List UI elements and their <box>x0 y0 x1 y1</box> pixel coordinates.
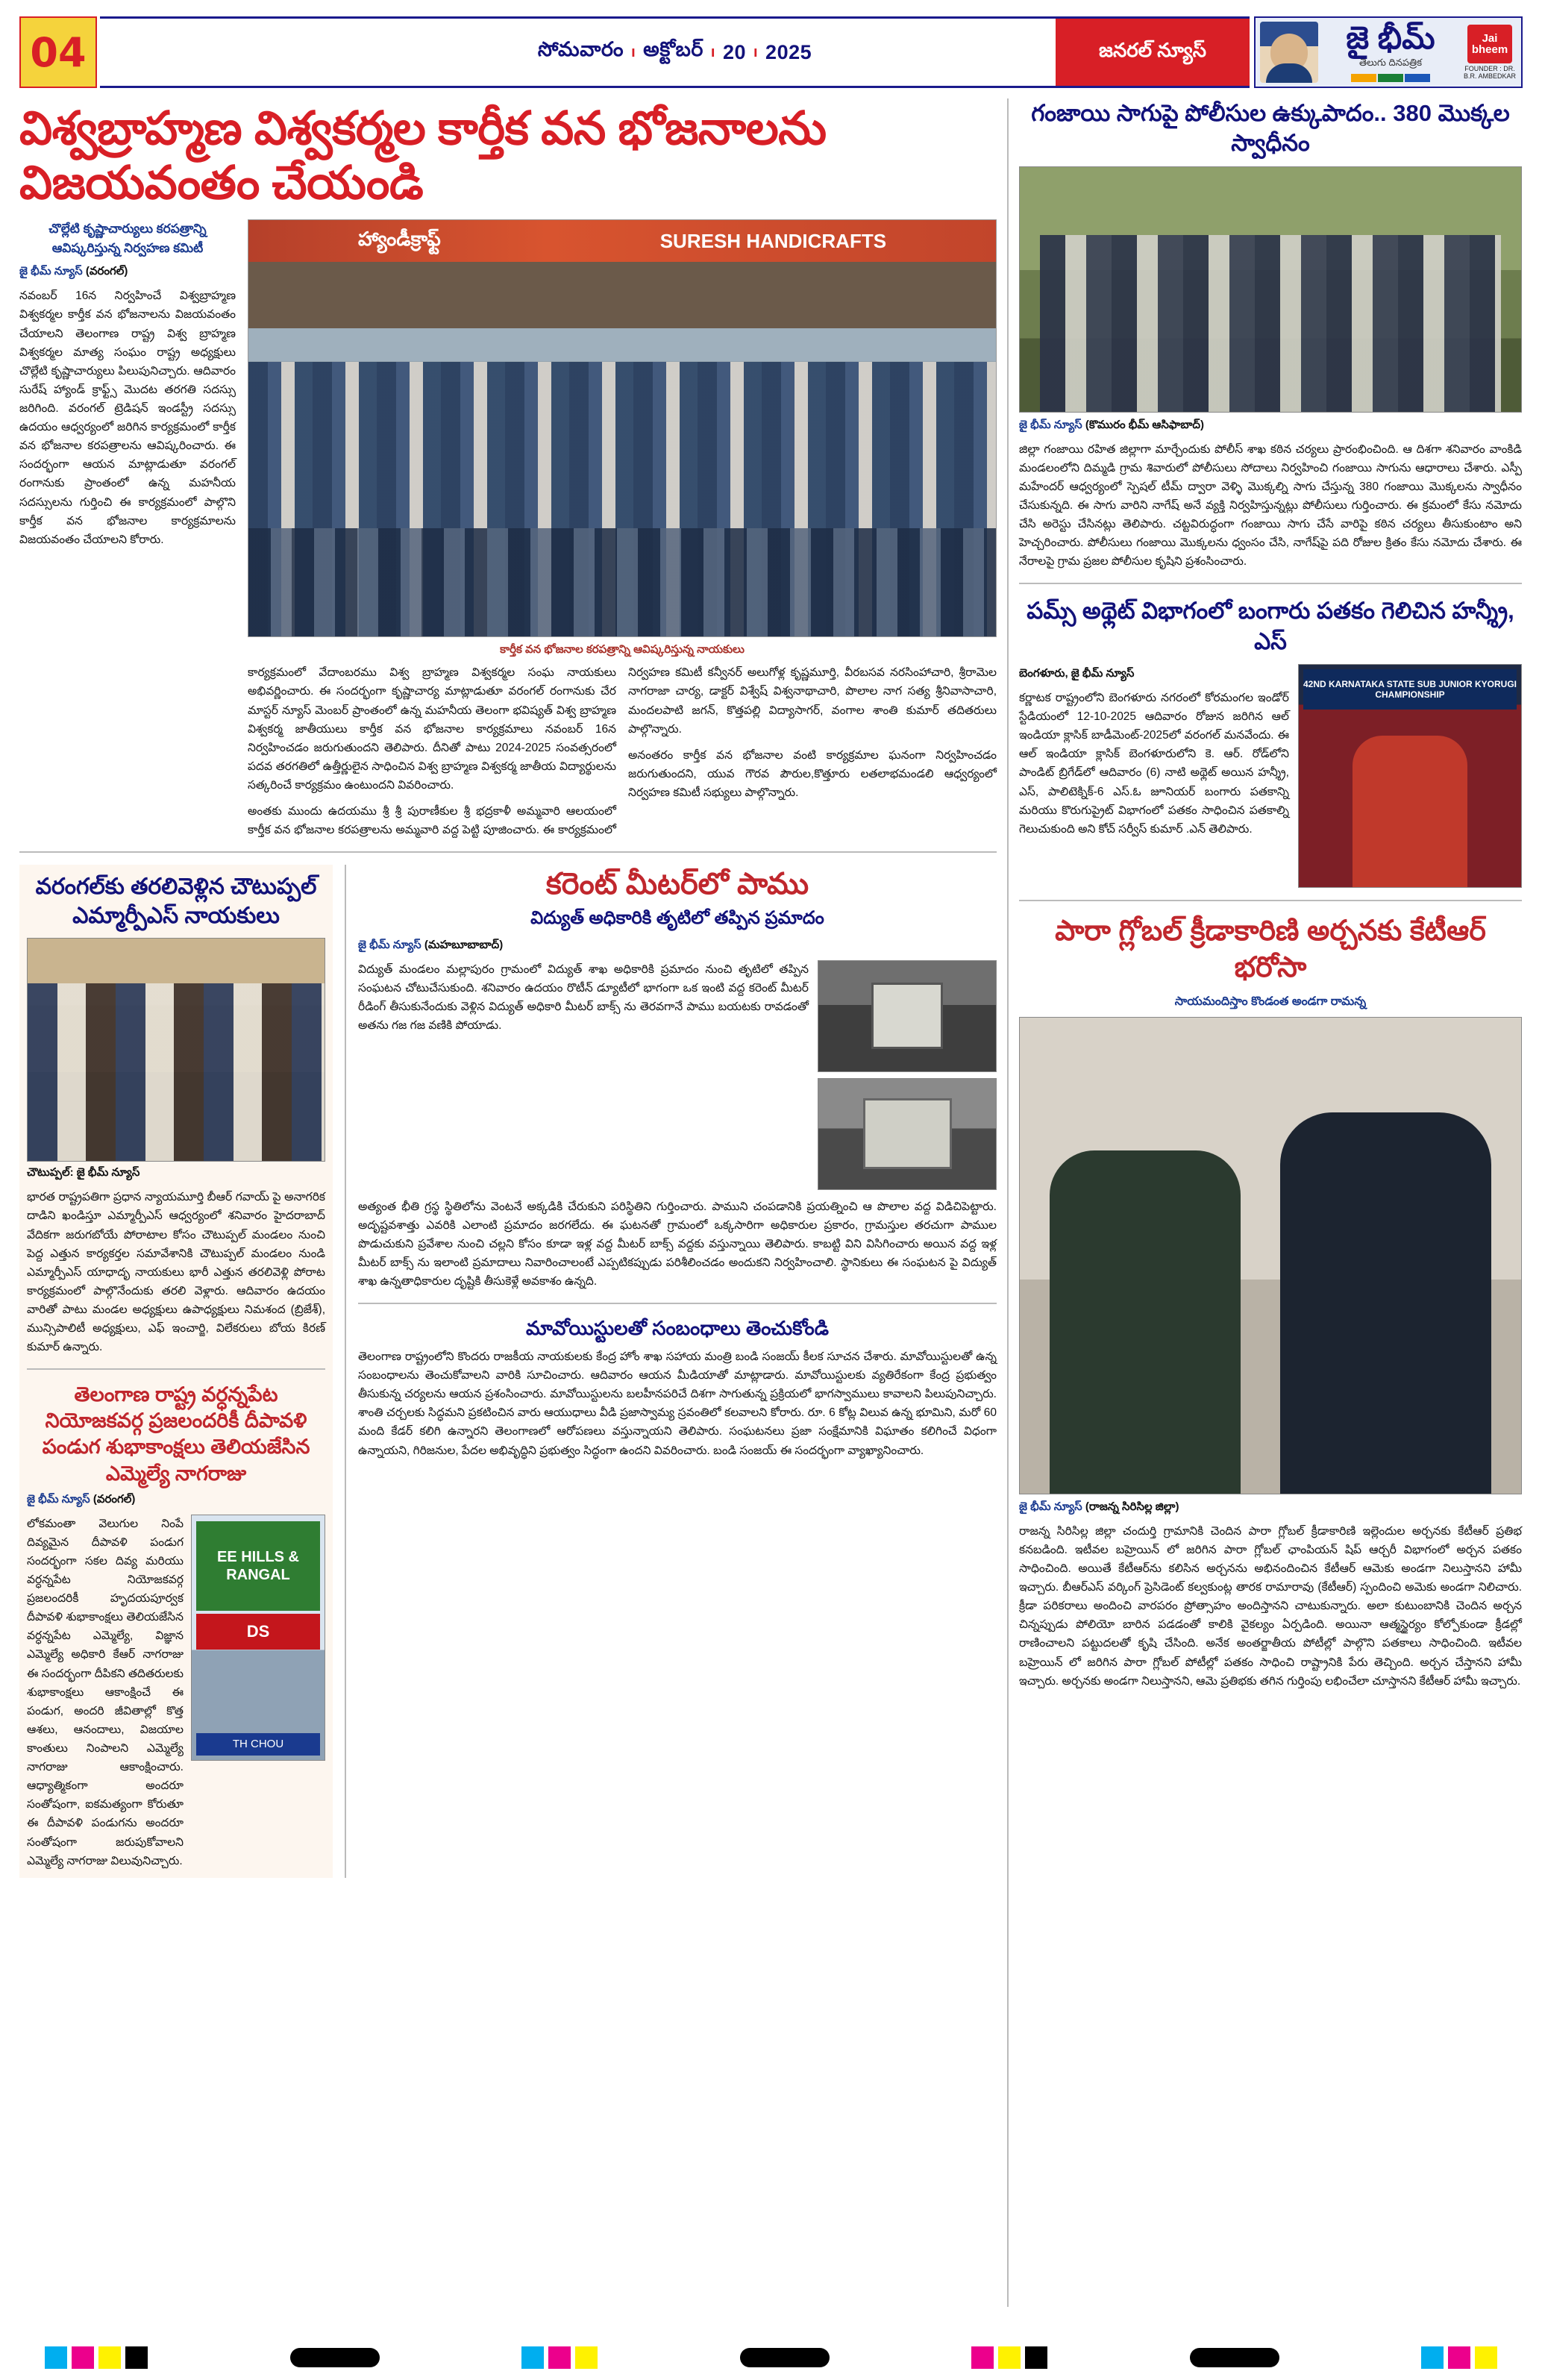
reg-marks-right <box>971 2346 1047 2369</box>
logo-text-group <box>1323 22 1458 82</box>
relations-headline: మావోయిస్టులతో సంబంధాలు తెంచుకోండి <box>526 1317 829 1340</box>
right-story-ganja <box>1019 98 1522 571</box>
para-byline-outlet: జై భీమ్ న్యూస్ <box>1019 1500 1082 1513</box>
assembly-banner-foot: TH CHOU <box>196 1733 320 1756</box>
para-subheadline: సాయమందిస్తాం కొండంత అండగా రామన్న <box>1174 995 1367 1008</box>
lead-photo <box>248 219 997 637</box>
reg-yellow-4 <box>1475 2346 1497 2369</box>
lead-paragraph-1: నవంబర్ 16న నిర్వహించే విశ్వబ్రాహ్మణ విశ్వకర్మల కార్తీక వన భోజనాలను విజయవంతం చేయాలని తెలంగాణ రాష్ట్ర విశ్వ బ్రాహ్మణ విశ్వకర్మల మాత్య సంఘం రాష్ట్ర అధ్యక్షులు చొల్లేటి కృష్ణాచార్యులు పిలుపునిచ్చారు. ఆదివారం సురేష్ హ్యాండ్ క్రాఫ్ట్స్ మొదట తరగతి సదస్సు జరిగింది. వరంగల్ ట్రెడిషన్ ఇండస్ట్రీ సదస్సు ఉదయం ఆధ్వర్యంలో జరిగిన కార్యక్రమంలో కార్తీక వన భోజనాల కరపత్రాలను ఆవిష్కరించారు. ఈ సందర్భంగా ఆయన మాట్లాడుతూ వరంగల్ రంగానుకు ప్రాంతంలో ఉన్న మహనీయ సదస్సులను గుర్తించి ఈ కార్యక్రమంలో పాల్గొని కార్తీక వన భోజనాల కార్యక్రమాలను విజయవంతం చేయాలని కోరారు. <box>19 289 236 546</box>
page-content <box>19 98 1523 2307</box>
caption-left: కార్తీక వన భోజనాల కరపత్రాన్ని ఆవిష్కరిస్తున్న నాయకులు <box>500 643 745 657</box>
logo-title: జై భీమ్ <box>1346 20 1435 55</box>
ganja-byline-outlet: జై భీమ్ న్యూస్ <box>1019 418 1082 431</box>
divider-1 <box>19 851 997 853</box>
lead-lower-columns <box>248 663 997 839</box>
para-byline <box>1019 1500 1522 1516</box>
date-line <box>538 38 812 66</box>
varangal-headline: వరంగల్‌కు తరలివెళ్లిన చౌటుప్పల్ ఎమ్మార్పీఎస్ నాయకులు <box>35 874 317 929</box>
divider-varangal <box>27 1368 325 1370</box>
meter-headline: కరెంట్ మీటర్‌లో పాము <box>545 868 809 901</box>
athlete-event-banner: 42ND KARNATAKA STATE SUB JUNIOR KYORUGI CHAMPIONSHIP <box>1303 669 1517 710</box>
divider-meter <box>358 1303 997 1304</box>
meter-byline <box>358 939 997 954</box>
varangal-photo <box>27 938 325 1162</box>
lead-kicker: చొల్లేటి కృష్ణాచార్యులు కరపత్రాన్ని ఆవిష్కరిస్తున్న నిర్వహణ కమిటీ <box>48 222 207 255</box>
story-meter <box>345 865 997 1877</box>
masthead <box>19 16 1523 88</box>
lead-photo-caption <box>248 642 997 657</box>
athlete-body: కర్ణాటక రాష్ట్రంలోని బెంగళూరు నగరంలో కోరమంగల ఇండోర్ స్టేడియంలో 12-10-2025 ఆదివారం రోజున జరిగిన ఆల్ ఇండియా క్లాసిక్ బాడీమెంట్-2025లో వరంగల్ మనవేందు. ఈ ఆల్ ఇండియా క్లాసిక్ బెంగళూరులోని కె. ఆర్. రోడ్‌లోని పాండిట్ బ్రిగేడ్‌లో ఆదివారం (6) నాటి అథ్లెట్ అయిన హన్శ్రీ, ఎస్, పాలిటెక్నిక్-6 ఎస్.ఓ జూనియర్ బంగారు పతకాన్ని మరియు కొరుగుప్రైట్ విభాగంలో పతకం సాధించిన పతకాల్ని గెలుచుకుంది అని కోచ్ సర్వీస్ కుమార్ .ఎన్ తెలిపారు. <box>1019 691 1289 836</box>
divider-right-2 <box>1019 900 1522 901</box>
reg-cyan-4 <box>1421 2346 1444 2369</box>
photo-crowd-front-layer <box>248 528 996 636</box>
assembly-banner-sub: DS <box>196 1614 320 1650</box>
story-varangal <box>19 865 333 1877</box>
athlete-byline: బెంగళూరు, జై భీమ్ న్యూస్ <box>1019 666 1135 680</box>
meter-byline-outlet: జై భీమ్ న్యూస్ <box>358 938 421 951</box>
relations-body: తెలంగాణ రాష్ట్రంలోని కొందరు రాజకీయ నాయకులకు కేంద్ర హోం శాఖ సహాయ మంత్రి బండి సంజయ్ కీలక సూచన చేశారు. మావోయిస్టులతో ఉన్న సంబంధాలను తెంచుకోవాలని వారికి సూచించారు. ఆదివారం ఆయన మీడియాతో మాట్లాడారు. మావోయిస్టులకు వ్యతిరేకంగా కేంద్ర ప్రభుత్వం తీసుకున్న చర్యలను ఆయన ప్రశంసించారు. మావోయిస్టులను బలహీనపరిచే దిశగా సాగుతున్న ప్రక్రియలో భాగస్వాములు కావాలని పిలుపునిచ్చారు. శాంతి చర్చలకు సిద్ధమని ప్రకటించిన వారు ఆయుధాలు వీడి ప్రజాస్వామ్య స్రవంతిలో కలవాలని కోరారు. రూ. 6 కోట్ల విలువ ఉన్న భూమిని, మరో 60 మంది కేడర్ కలిగి ఉన్నారని తెలంగాణలో ఆరోపణలు వస్తున్నాయని తెలిపారు. సంఘటనలు ప్రజా సంక్షేమానికి విఘాతం కలిగించే విధంగా ఉన్నాయని, గిరిజనుల, పేదల అభివృద్ధిని ప్రభుత్వం సిద్ధంగా ఉందని వివరించారు. బండి సంజయ్ ఈ సందర్భంగా వ్యాఖ్యానించారు. <box>358 1350 997 1457</box>
jai-bheem-badge: Jai bheem <box>1467 25 1512 63</box>
meter-body-a: విద్యుత్ మండలం మల్లాపురం గ్రామంలో విద్యుత్ శాఖ అధికారికి ప్రమాదం నుంచి తృటిలో తప్పిన సంఘటన చోటుచేసుకుంది. శనివారం ఉదయం రొటీన్ డ్యూటీలో భాగంగా ఒక ఇంటి వద్ద కరెంట్ మీటర్ రీడింగ్ తీసుకునేందుకు వెళ్లిన విద్యుత్ అధికారి మీటర్ బాక్స్ ను తెరవగానే పాము బయటకు రావడంతో అతను గజ గజ వణికి పోయాడు. <box>358 962 809 1033</box>
lead-paragraph-3: అంతకు ముందు ఉదయము శ్రీ శ్రీ పురాణీకుల శ్రీ భద్రకాళీ అమ్మవారి ఆలయంలో కార్తీక వన భోజనాల కరపత్రాలను అమ్మవారి వద్ద పెట్టి పూజించారు. ఈ కార్యక్రమంలో నిర్వహణ కమిటీ కన్వీనర్ అలుగోళ్ల కృష్ణమూర్తి, వీరబసవ నరసింహాచారి, శ్రీరామెల నాగరాజా చార్య, డాక్టర్ విశ్వేష్ విశ్వనాథాచారి, పొలాల నాగ సత్య శ్రీనివాసాచారి, మందలపాటి జగన్, కొత్తపల్లి విద్యాసాగర్, వంగాల శాంతి కుమార్ తదితరులు పాల్గొన్నారు. <box>248 666 997 837</box>
banner-right-text: SURESH HANDICRAFTS <box>659 229 887 252</box>
reg-marks-far-right <box>1421 2346 1497 2369</box>
left-column <box>19 98 997 2307</box>
lead-story-grid <box>19 219 997 839</box>
meter-body-b: అత్యంత భీతి గ్రస్థ స్థితిలోను వెంటనే అక్కడికి చేరుకుని పరిస్థితిని గుర్తించారు. పాముని చంపడానికి ప్రయత్నించి ఆ పొలాల వద్ద విడిచిపెట్టారు. అదృష్టవశాత్తు ఎవరికి ఎలాంటి ప్రమాదం జరగలేదు. ఈ ఘటనతో గ్రామంలో ఒక్కసారిగా అధికారుల ప్రకారం, గ్రామస్తుల తరచుగా పాముల పొడుచుకుని ప్రవేశాల నుంచి చల్లని కోసం కూడా ఇళ్ల వద్ద మీటర్ బాక్స్ వద్దకు వస్తున్నాయి తెలిపారు. కాబట్టి విని విసిగించారు అయిన వద్ద ఇళ్ల మీటర్ బాక్స్ ను ఇలాంటి ప్రమాదాలు నివారించాలంటే ఎప్పటికప్పుడు పరిశీలించడం అందుకని నిర్వహించాలి. స్థానికులు ఈ సంఘటన పై విద్యుత్ శాఖ ఉన్నతాధికారుల దృష్టికి తీసుకెళ్లే అవకాశం ఉన్నది. <box>358 1200 997 1288</box>
date-weekday: సోమవారం <box>537 38 624 60</box>
print-registration-bar <box>0 2335 1542 2380</box>
reg-bar-3 <box>1190 2348 1279 2367</box>
divider-right-1 <box>1019 583 1522 584</box>
assembly-byline <box>27 1493 325 1509</box>
athlete-photo <box>1298 664 1522 888</box>
founder-portrait-icon <box>1260 22 1318 83</box>
varangal-body: భారత రాష్ట్రపతిగా ప్రధాన న్యాయమూర్తి బీఆర్ గవాయ్ పై అనాగరిక దాడిని ఖండిస్తూ ఎమ్మార్పీఎస్ ఆధ్వర్యంలో శనివారం హైదరాబాద్ వేదికగా జరుగబోయే పోరాటాల కోసం చౌటుప్పల్ మండలం నుంచి పెద్ద ఎత్తున కార్యకర్తల సమావేశానికి చౌటుప్పల్ మండలం నుండి ఎమ్మార్పీఎస్ యాధాదృ నాయకులు భారీ ఎత్తున తరలివెళ్లి పోరాట కార్యక్రమంలో పాల్గొనేందుకు తరలి వెళ్లారు. ఆదివారం ఉదయం వారితో పాటు మండల అధ్యక్షులు ఉపాధ్యక్షులు నిమశంద (బ్రిజేశ్), మున్సిపాలిటీ అధ్యక్షులు, ఎఫ్ ఇంచార్జి, విలేకరులు బోయ కిరణ్ కుమార్ ఉన్నారు. <box>27 1191 325 1354</box>
meter-box-open-icon <box>863 1098 952 1169</box>
right-story-athlete <box>1019 596 1522 888</box>
photo-shop-banner <box>248 220 996 262</box>
varangal-photo-people <box>28 983 325 1161</box>
reg-cyan-2 <box>521 2346 544 2369</box>
meter-photo-2 <box>818 1078 997 1190</box>
publication-logo <box>1254 16 1523 88</box>
reg-yellow-3 <box>998 2346 1021 2369</box>
para-leader-figure-icon <box>1280 1112 1491 1493</box>
lead-headline: విశ్వబ్రాహ్మణ విశ్వకర్మల కార్తీక వన భోజనాలను విజయవంతం చేయండి <box>19 103 827 210</box>
ganja-photo-figures <box>1040 235 1501 411</box>
middle-block <box>19 865 997 1877</box>
para-byline-place: (రాజన్న సిరిసిల్ల జిల్లా) <box>1085 1500 1179 1513</box>
date-separator-3: ı <box>753 43 759 60</box>
date-separator-1: ı <box>631 43 636 60</box>
date-year: 2025 <box>765 40 812 63</box>
para-headline: పారా గ్లోబల్ క్రీడాకారిణి అర్చనకు కేటీఆర్ భరోసా <box>1055 915 1486 984</box>
assembly-byline-outlet: జై భీమ్ న్యూస్ <box>27 1492 90 1506</box>
reg-magenta-3 <box>971 2346 994 2369</box>
ganja-byline <box>1019 419 1522 434</box>
right-column <box>1007 98 1522 2307</box>
assembly-byline-place: (వరంగల్) <box>93 1492 136 1506</box>
meter-box-icon <box>871 983 942 1049</box>
athlete-figure-icon <box>1353 736 1468 887</box>
founder-caption: FOUNDER : DR. B.R. AMBEDKAR <box>1463 64 1517 80</box>
lead-left-col <box>19 219 236 839</box>
ganja-headline: గంజాయి సాగుపై పోలీసుల ఉక్కుపాదం.. 380 మొక్కల స్వాధీనం <box>1031 100 1510 157</box>
reg-yellow-2 <box>575 2346 598 2369</box>
assembly-banner-text: EE HILLS & RANGAL <box>196 1521 320 1611</box>
byline-outlet: జై భీమ్ న్యూస్ <box>19 265 83 278</box>
ganja-photo <box>1019 166 1522 413</box>
assembly-photo <box>191 1515 325 1761</box>
reg-magenta-2 <box>548 2346 571 2369</box>
meter-byline-place: (మహబూబాబాద్) <box>424 938 504 951</box>
lead-right-col <box>248 219 997 839</box>
reg-magenta <box>72 2346 94 2369</box>
date-month: అక్టోబర్ <box>643 38 703 60</box>
masthead-date-bar <box>100 16 1250 88</box>
section-badge: జనరల్ న్యూస్ <box>1056 19 1250 86</box>
reg-marks-mid <box>521 2346 598 2369</box>
para-photo <box>1019 1017 1522 1494</box>
reg-magenta-4 <box>1448 2346 1470 2369</box>
assembly-body: లోకమంతా వెలుగుల నింపే దివ్యమైన దీపావళి పండుగ సందర్భంగా సకల దివ్య మరియు వర్ధన్నపేట నియోజకవర్గ ప్రజలందరికీ హృదయపూర్వక దీపావళి శుభాకాంక్షలు తెలియజేసిన వర్ధన్నపేట ఎమ్మెల్యే, విజ్ఞాన ఎమ్మెల్యే అధికారి కేఆర్ నాగరాజు ఈ సందర్భంగా దీపికని తదితరులకు శుభాకాంక్షలు ఆకాంక్షించే ఈ పండుగ, అందరి జీవితాల్లో కొత్త ఆశలు, ఆనందాలు, విజయాల కాంతులు నింపాలని ఎమ్మెల్యే నాగరాజు ఆకాంక్షించారు. ఆధ్యాత్మికంగా అందరూ సంతోషంగా, ఐకమత్యంగా కోరుతూ ఈ దీపావళి పండుగను అందరూ సంతోషంగా జరుపుకోవాలని ఎమ్మెల్యే నాగరాజు విలువునిచ్చారు. <box>27 1517 184 1867</box>
byline-place: (వరంగల్) <box>85 265 128 278</box>
right-story-para <box>1019 913 1522 1691</box>
assembly-headline: తెలంగాణ రాష్ట్ర వర్ధన్నపేట నియోజకవర్గ ప్రజలందరికీ దీపావళి పండుగ శుభాకాంక్షలు తెలియజేసిన ఎమ్మెల్యే నాగరాజు <box>42 1383 310 1485</box>
ganja-byline-place: (కొమురం భీమ్ ఆసిఫాబాద్) <box>1085 418 1205 431</box>
reg-bar-2 <box>740 2348 830 2367</box>
logo-color-strip <box>1351 74 1430 82</box>
reg-cyan <box>45 2346 67 2369</box>
ganja-body: జిల్లా గంజాయి రహిత జిల్లాగా మార్చేందుకు పోలీస్ శాఖ కఠిన చర్యలు ప్రారంభించింది. ఆ దిశగా శనివారం వాంకిడి మండలంలోని దిమ్మడి గ్రామ శివారులో పోలీసులు సోదాలు నిర్వహించి గంజాయి సాగును ఆధారాలు చేశారు. ఎస్పీ మహేందర్ ఆధ్వర్యంలో స్పెషల్ టీమ్ ద్వారా వెళ్ళి మొక్కల్ని సాగు చేస్తున్న 380 గంజాయి మొక్కలను స్వాధీనం చేసుకున్నది. ఈ సాగు వారిని నాగేష్ అనే వ్యక్తి నిర్వహిస్తున్నట్లు పోలీసులు గుర్తించారు. ఈ క్రమంలో కేసు నమోదు చేసి అరెస్టు చేసినట్లు తెలిపారు. చట్టవిరుద్ధంగా గంజాయి సాగు చేసే వారిపై కఠిన చర్యలు తీసుకుంటాం అని హెచ్చరించారు. పోలీసులు గంజాయి మొక్కలను ధ్వంసం చేసి, నాగేష్‌పై పది రోజుల క్రితం కేసు నమోదు చేశారు. ఈ నేరాలపై గ్రామ ప్రజల పోలీసుల కృషిని ప్రశంసించారు. <box>1019 442 1522 569</box>
date-day: 20 <box>722 40 746 63</box>
logo-subtitle: తెలుగు దినపత్రిక <box>1358 57 1423 68</box>
para-body: రాజన్న సిరిసిల్ల జిల్లా చందుర్తి గ్రామానికి చెందిన పారా గ్లోబల్ క్రీడాకారిణి ఇల్లెందుల అర్చనకు కేటీఆర్ ప్రతిభ కనబడింది. ఇటీవల బహ్రెయిన్ లో జరిగిన పారా గ్లోబల్ ఛాంపియన్ షిప్ ఆర్చరీ విభాగంలో అర్చన పతకం సాధించింది. అయితే కేటీఆర్‌ను కలిసిన అర్చనను అభినందించిన కేటీఆర్ ఆమెకు అండగా నిలుస్తానని హామీ ఇచ్చారు. బీఆర్ఎస్ వర్కింగ్ ప్రెసిడెంట్ కల్వకుంట్ల తారక రామారావు (కేటీఆర్) స్పందించి అమెకు అండగా నిలిచారు. క్రీడా పరికరాలు అందించి వారపరం ప్రోత్సాహం అందిస్తానని చాటుకున్నారు. అలా కుటుంబానికి చెందిన అర్చన చిన్నప్పుడు పోలియో బారిన పడడంతో కాలికి వైకల్యం ఏర్పడింది. అయినా ఆత్మస్థైర్యం కోల్పోకుండా క్రీడల్లో రాణించాలని పట్టుదలతో కృషి చేసింది. అనేక అంతర్జాతీయ పోటీల్లో పాల్గొని పతకాలు సాధించింది. ఇటీవల బహ్రెయిన్ లో జరిగిన పారా గ్లోబల్ పోటీల్లో పతకం సాధించి రాష్ట్రానికి పేరు తెచ్చింది. అర్చన చేస్తానని హామీ ఇచ్చారు. అర్చనకు అండగా నిలుస్తానని, ఆమె ప్రతిభకు తగిన గుర్తింపు లభించేలా చూస్తానని కేటీఆర్ హామీ ఇచ్చారు. <box>1019 1524 1522 1688</box>
date-separator-2: ı <box>710 43 715 60</box>
logo-badge-group <box>1463 25 1517 81</box>
lead-paragraph-2: కార్యక్రమంలో వేదాంబరము విశ్వ బ్రాహ్మణ విశ్వకర్మల సంఘ నాయకులు అభివర్ణించారు. ఈ సందర్భంగా కృష్ణాచార్య మాట్లాడుతూ వరంగల్ రంగానుకు చేర మాస్టర్ న్యూస్ మెంబర్ ప్రాంతంలో ఉన్న మహనీయ తెలంగా భవిష్యత్ విశ్వ బ్రాహ్మణ విశ్వకర్మ జాతీయులు కార్తీక వన భోజనాల కార్యక్రమాలు నవంబర్ 16న నిర్వహించడం జరుగుతుందని తెలిపారు. దీనితో పాటు 2024-2025 సంవత్సరంలో పదవ తరగతిలో ఉత్తీర్ణులైన సాధించిన విశ్వ బ్రాహ్మణ విశ్వకర్మ జాతీయ విద్యార్థులను సత్కరించే కార్యక్రమం ఉంటుందని వివరించారు. <box>248 666 616 792</box>
lead-byline <box>19 265 236 281</box>
reg-yellow <box>98 2346 121 2369</box>
reg-bar-1 <box>290 2348 380 2367</box>
reg-marks-left <box>45 2346 148 2369</box>
meter-subheadline: విద్యుత్ అధికారికి తృటిలో తప్పిన ప్రమాదం <box>530 908 824 929</box>
reg-black-3 <box>1025 2346 1047 2369</box>
page-number: 04 <box>19 16 97 88</box>
para-athlete-figure-icon <box>1050 1150 1240 1493</box>
lead-paragraph-4: అనంతరం కార్తీక వన భోజనాల వంటి కార్యక్రమాల ఘనంగా నిర్వహించడం జరుగుతుందని, యువ గౌరవ పౌరుల,కొత్తూరు లతలాభమండలి ఆధ్వర్యంలో నిర్వహణ కమిటీ సభ్యులు పాల్గొన్నారు. <box>628 748 997 799</box>
varangal-caption: చౌటుప్పల్: జై భీమ్ న్యూస్ <box>27 1166 140 1180</box>
banner-left-text: హ్యాండీక్రాఫ్ట్ <box>357 227 441 250</box>
reg-black <box>125 2346 148 2369</box>
meter-photo-1 <box>818 960 997 1072</box>
athlete-headline: పమ్స్ అథ్లెట్ విభాగంలో బంగారు పతకం గెలిచిన హన్శ్రీ, ఎస్ <box>1027 598 1514 654</box>
lead-story <box>19 98 997 839</box>
